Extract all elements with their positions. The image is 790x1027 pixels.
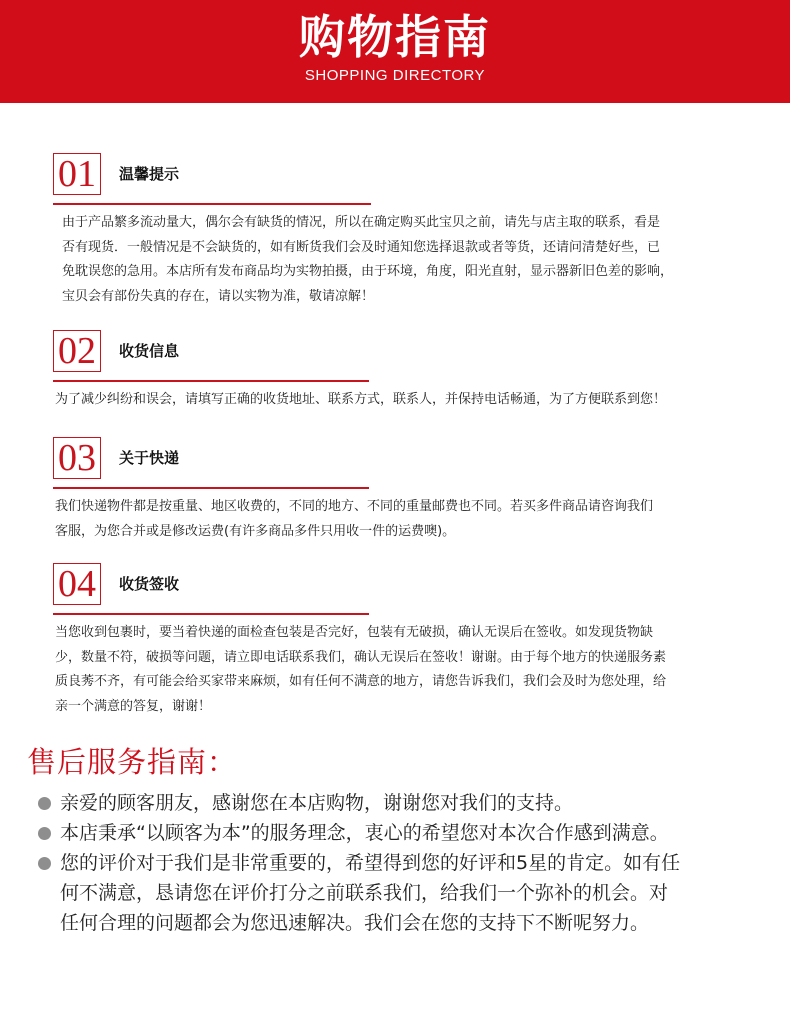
bullet-icon (38, 857, 51, 870)
section-body (55, 388, 666, 413)
header-banner (0, 0, 790, 103)
list-item-text: 任何合理的问题都会为您迅速解决。我们会在您的支持下不断呢努力。 (60, 912, 650, 934)
section-number: 04 (53, 563, 101, 605)
section-text-line: 质良莠不齐，有可能会给买家带来麻烦，如有任何不满意的地方，请您告诉我们，我们会及时为您处理，给 (55, 674, 667, 689)
section-text-line: 少，数量不符，破损等问题，请立即电话联系我们，确认无误后在签收！谢谢。由于每个地方的快递服务素 (55, 649, 667, 665)
bullet-icon (38, 797, 51, 810)
after-sales-list (38, 788, 680, 938)
section-text-line: 免耽误您的急用。本店所有发布商品均为实物拍摄，由于环境，角度，阳光直射，显示器新旧色差的影响， (62, 264, 674, 279)
list-item-text: 您的评价对于我们是非常重要的，希望得到您的好评和5星的肯定。如有任 (60, 852, 681, 874)
section-text-line: 客服，为您合并或是修改运费(有许多商品多件只用收一件的运费噢)。 (55, 523, 456, 539)
section-title: 温馨提示 (119, 165, 180, 183)
section-text-line: 否有现货．一般情况是不会缺货的，如有断货我们会及时通知您选择退款或者等货，还请问清楚好些，已 (62, 239, 661, 255)
section-divider (53, 203, 371, 205)
section-text-line: 为了减少纠纷和误会，请填写正确的收货地址、联系方式，联系人，并保持电话畅通，为了方便联系到您！ (55, 392, 667, 407)
section-title: 收货签收 (119, 575, 180, 593)
section-text-line: 宝贝会有部份失真的存在，请以实物为准，敬请凉解！ (62, 288, 375, 304)
list-item (38, 848, 680, 938)
page-subtitle: SHOPPING DIRECTORY (304, 67, 486, 84)
section-text-line: 亲一个满意的答复，谢谢！ (55, 698, 212, 714)
section-body (55, 495, 653, 544)
list-item-text: 本店秉承“以顾客为本”的服务理念，衷心的希望您对本次合作感到满意。 (60, 822, 669, 844)
list-item-text: 何不满意，恳请您在评价打分之前联系我们，给我们一个弥补的机会。对 (60, 882, 669, 904)
list-item (38, 788, 680, 818)
section-body (62, 211, 673, 309)
section-title: 关于快递 (119, 449, 180, 467)
section-number: 03 (53, 437, 101, 479)
section-number: 01 (53, 153, 101, 195)
section-text-line: 由于产品繁多流动量大，偶尔会有缺货的情况，所以在确定购买此宝贝之前，请先与店主取的联系，看是 (62, 215, 661, 230)
section-divider (53, 613, 369, 615)
section-text-line: 我们快递物件都是按重量、地区收费的，不同的地方、不同的重量邮费也不同。若买多件商品请咨询我们 (55, 499, 654, 514)
section-title: 收货信息 (119, 342, 180, 360)
section-body (55, 621, 666, 719)
section-number: 02 (53, 330, 101, 372)
after-sales-title: 售后服务指南： (27, 745, 238, 779)
list-item (38, 818, 680, 848)
page-title: 购物指南 (299, 10, 491, 64)
list-item-text: 亲爱的顾客朋友，感谢您在本店购物，谢谢您对我们的支持。 (60, 792, 574, 814)
section-divider (53, 487, 369, 489)
bullet-icon (38, 827, 51, 840)
section-divider (53, 380, 369, 382)
section-text-line: 当您收到包裹时，要当着快递的面检查包装是否完好，包装有无破损，确认无误后在签收。如发现货物缺 (55, 625, 654, 640)
